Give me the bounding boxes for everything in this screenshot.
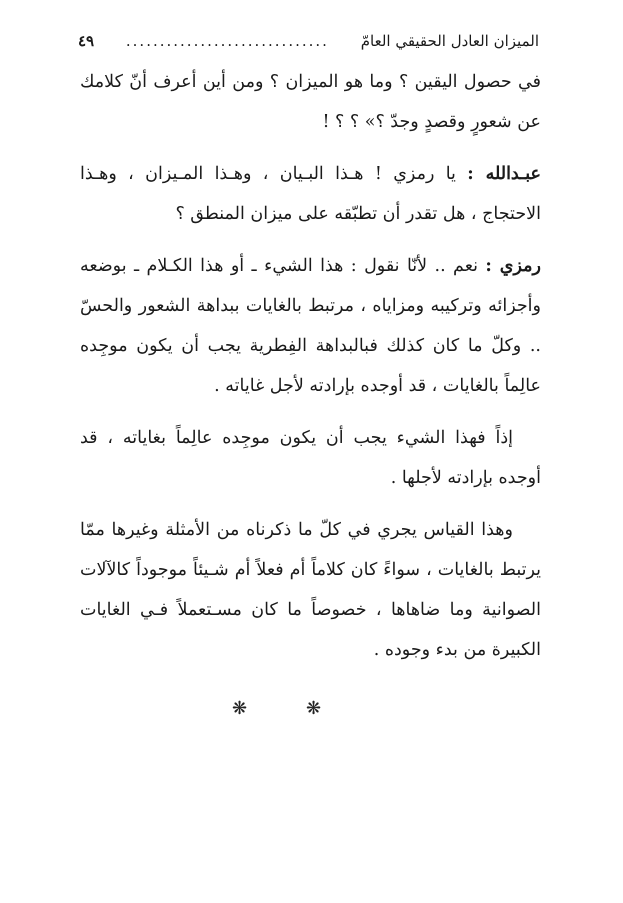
speaker-name: عبـدالله : [467, 164, 541, 184]
body-text [80, 62, 541, 670]
paragraph [80, 418, 541, 498]
page-number: ٤٩ [78, 32, 95, 50]
paragraph [80, 154, 541, 234]
asterism-icon: ❋ [232, 698, 248, 719]
section-divider [0, 694, 623, 724]
dot-leader: .............................. [125, 32, 329, 50]
asterism-icon: ❋ [306, 698, 322, 719]
paragraph-text: يا رمزي ! هـذا البـيان ، وهـذا المـيزان ، وهـذا الاحتجاج ، هل تقدر أن تطبّقه على ميزان المنطق ؟ [80, 164, 541, 224]
paragraph [80, 510, 541, 670]
running-head-title: الميزان العادل الحقيقي العامّ [360, 32, 539, 50]
speaker-name: رمزي : [485, 256, 541, 276]
running-head [78, 30, 539, 52]
paragraph-text: إذاً فهذا الشيء يجب أن يكون موجِده عالِماً بغاياته ، قد أوجده بإرادته لأجلها . [80, 428, 541, 488]
paragraph-text: نعم .. لأنّا نقول : هذا الشيء ـ أو هذا الكـلام ـ بوضعه وأجزائه وتركيبه ومزاياه ، مرتبط بالغايات ببداهة الشعور والحسّ .. وكلّ ما كان كذلك فبالبداهة الفِطرية يجب أن يكون موجِده عالِماً بالغايات ، قد أوجده بإرادته لأجل غاياته . [80, 256, 541, 396]
paragraph-text: في حصول اليقين ؟ وما هو الميزان ؟ ومن أين أعرف أنّ كلامك عن شعورٍ وقصدٍ وجدّ ؟» ؟ ؟ ! [80, 72, 541, 132]
paragraph [80, 246, 541, 406]
paragraph-text: وهذا القياس يجري في كلّ ما ذكرناه من الأمثلة وغيرها ممّا يرتبط بالغايات ، سواءً كان كلاماً أم فعلاً أم شـيئاً موجوداً كالآلات الصوانية وما ضاهاها ، خصوصاً ما كان مسـتعملاً فـي الغايات الكبيرة من بدء وجوده . [80, 520, 541, 660]
paragraph [80, 62, 541, 142]
